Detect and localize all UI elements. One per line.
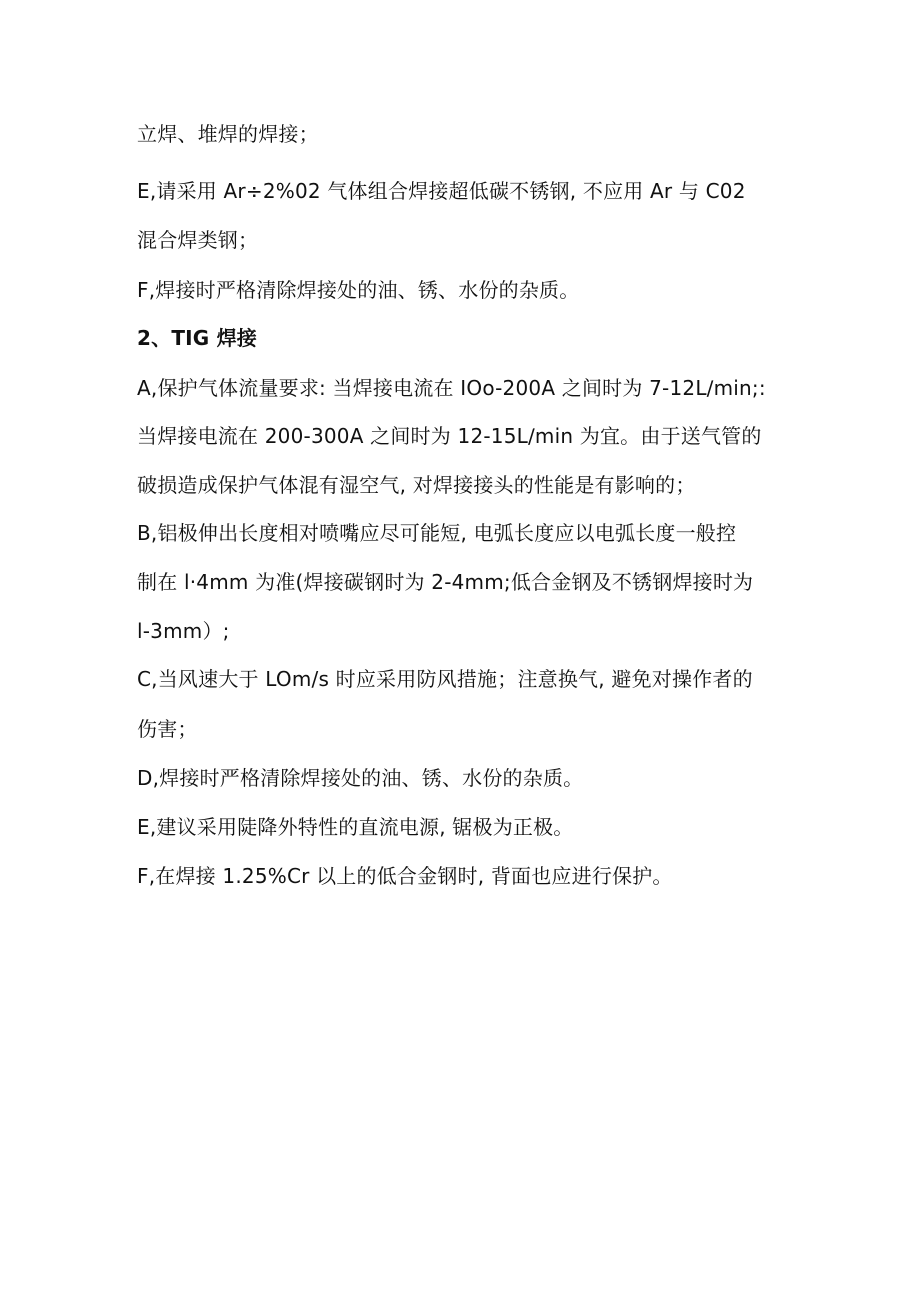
- text-line-4: F,焊接时严格清除焊接处的油、锈、水份的杂质。: [137, 278, 580, 302]
- text-line-2: E,请采用 Ar÷2%02 气体组合焊接超低碳不锈钢, 不应用 Ar 与 C02: [137, 179, 746, 203]
- text-line-8: 破损造成保护气体混有湿空气, 对焊接接头的性能是有影响的；: [137, 473, 696, 497]
- section-heading-tig: 2、TIG 焊接: [137, 326, 257, 350]
- text-line-7: 当焊接电流在 200-300A 之间时为 12-15L∕min 为宜。由于送气管的: [137, 424, 762, 448]
- text-line-15: E,建议采用陡降外特性的直流电源, 锯极为正极。: [137, 815, 574, 839]
- text-line-13: 伤害；: [137, 717, 198, 741]
- text-line-12: C,当风速大于 LOm/s 时应采用防风措施；注意换气, 避免对操作者的: [137, 667, 753, 691]
- text-line-9: B,铝极伸出长度相对喷嘴应尽可能短, 电弧长度应以电弧长度一般控: [137, 521, 737, 545]
- text-line-16: F,在焊接 1.25%Cr 以上的低合金钢时, 背面也应进行保护。: [137, 864, 673, 888]
- text-line-6: A,保护气体流量要求: 当焊接电流在 IOo-200A 之间时为 7-12L∕min;:: [137, 376, 766, 400]
- text-line-14: D,焊接时严格清除焊接处的油、锈、水份的杂质。: [137, 766, 584, 790]
- text-line-3: 混合焊类钢；: [137, 228, 259, 252]
- text-line-10: 制在 l·4mm 为准(焊接碳钢时为 2-4mm;低合金钢及不锈钢焊接时为: [137, 570, 754, 594]
- text-line-11: l-3mm）;: [137, 619, 230, 643]
- text-line-1: 立焊、堆焊的焊接；: [137, 122, 319, 146]
